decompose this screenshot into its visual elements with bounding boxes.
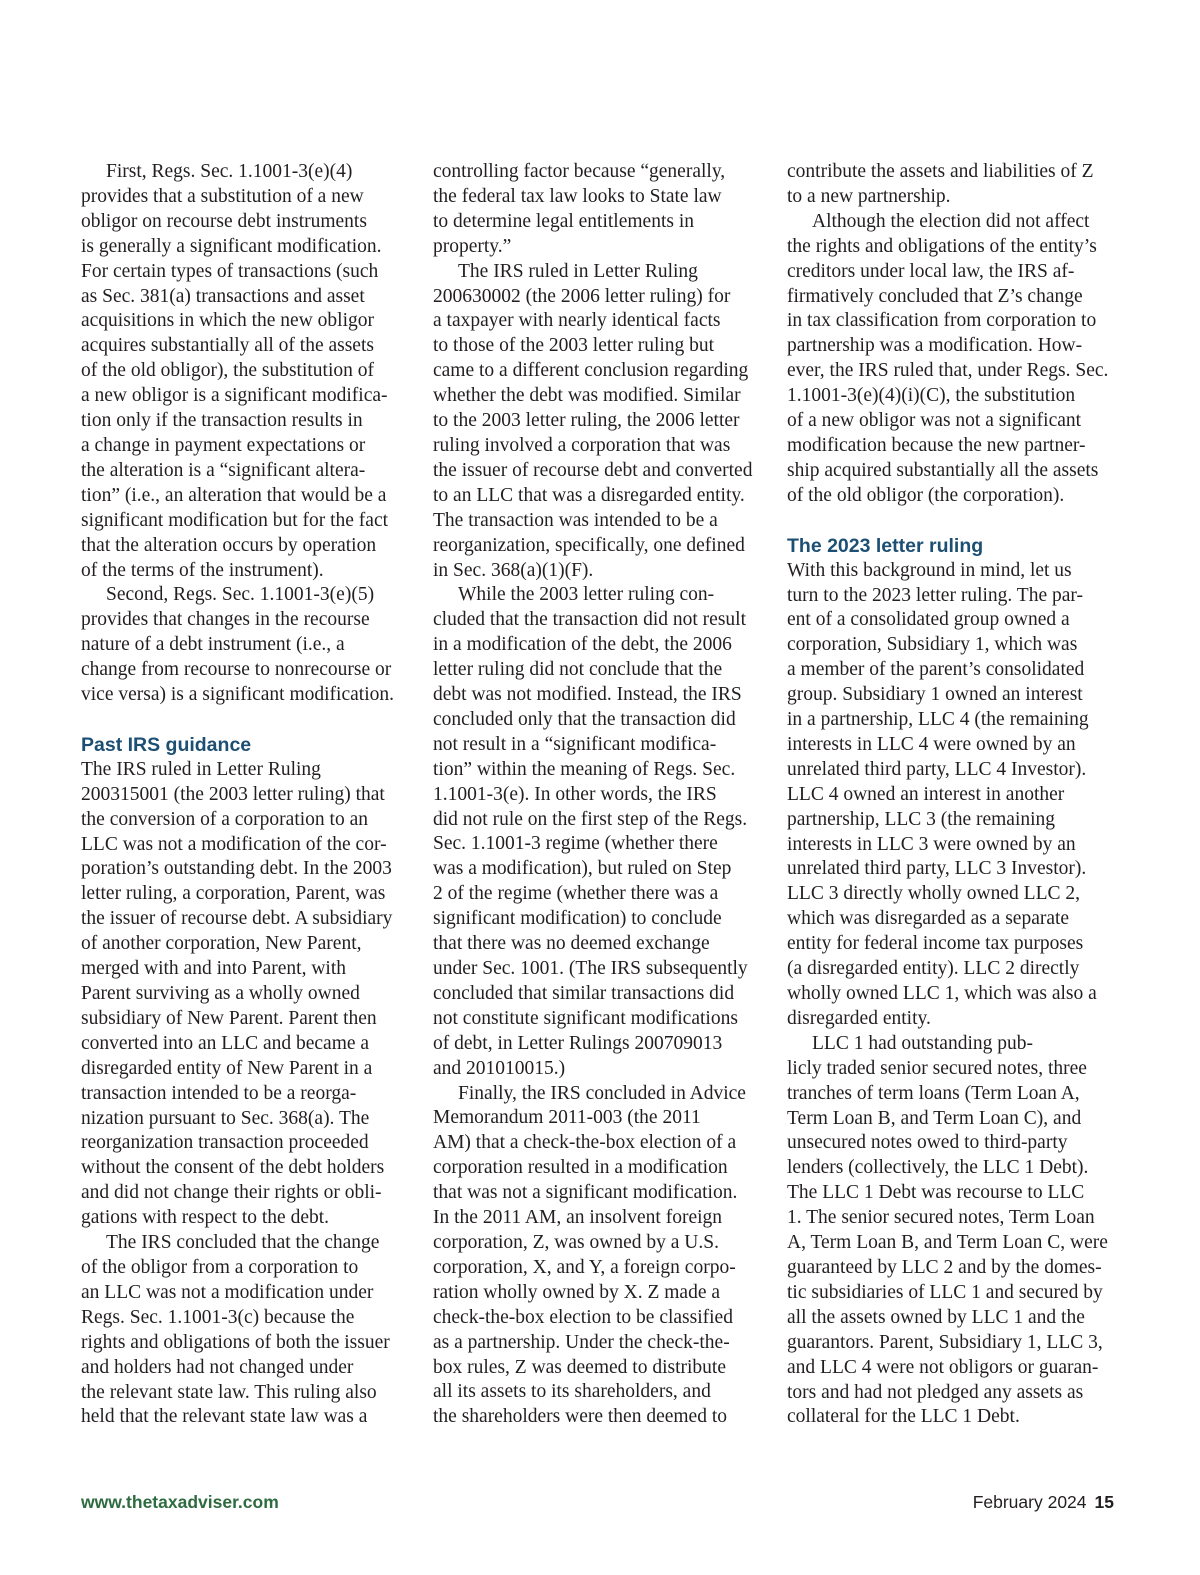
text-line: in a modification of the debt, the 2006 bbox=[433, 634, 732, 656]
paragraph bbox=[433, 1082, 763, 1431]
text-line: box rules, Z was deemed to distribute bbox=[433, 1356, 726, 1378]
text-line: to those of the 2003 letter ruling but bbox=[433, 335, 715, 357]
text-line: change from recourse to nonrecourse or bbox=[81, 659, 392, 681]
text-line: provides that changes in the recourse bbox=[81, 609, 370, 631]
text-line: acquires substantially all of the assets bbox=[81, 335, 374, 357]
section-heading: The 2023 letter ruling bbox=[787, 534, 984, 557]
footer-issue bbox=[973, 1492, 1114, 1513]
text-line: letter ruling did not conclude that the bbox=[433, 659, 723, 681]
text-line: While the 2003 letter ruling con- bbox=[458, 584, 715, 606]
text-line: obligor on recourse debt instruments bbox=[81, 210, 367, 232]
text-line: the issuer of recourse debt and converted bbox=[433, 459, 753, 481]
text-line: unsecured notes owed to third-party bbox=[787, 1132, 1068, 1154]
text-line: ruling involved a corporation that was bbox=[433, 434, 731, 456]
text-line: reorganization transaction proceeded bbox=[81, 1132, 369, 1154]
text-line: entity for federal income tax purposes bbox=[787, 933, 1084, 955]
text-line: gations with respect to the debt. bbox=[81, 1207, 330, 1229]
footer-date: February 2024 bbox=[972, 1492, 1087, 1512]
text-line: For certain types of transactions (such bbox=[81, 260, 379, 282]
text-line: in Sec. 368(a)(1)(F). bbox=[433, 559, 594, 581]
text-line: transaction intended to be a reorga- bbox=[81, 1082, 357, 1104]
text-line: and holders had not changed under bbox=[81, 1356, 354, 1378]
text-line: the shareholders were then deemed to bbox=[433, 1406, 728, 1428]
text-line: an LLC was not a modification under bbox=[81, 1281, 374, 1303]
text-line: ration wholly owned by X. Z made a bbox=[433, 1281, 721, 1303]
text-line: tion” (i.e., an alteration that would be a bbox=[81, 484, 387, 506]
text-line: ever, the IRS ruled that, under Regs. Sec. bbox=[787, 360, 1109, 382]
text-line: without the consent of the debt holders bbox=[81, 1157, 385, 1179]
text-line: The IRS concluded that the change bbox=[106, 1232, 380, 1254]
text-line: Parent surviving as a wholly owned bbox=[81, 983, 360, 1004]
text-line: modification because the new partner- bbox=[787, 434, 1086, 456]
footer-website-link[interactable]: www.thetaxadviser.com bbox=[81, 1492, 279, 1512]
text-line: cluded that the transaction did not result bbox=[433, 609, 746, 631]
text-line: a taxpayer with nearly identical facts bbox=[433, 310, 721, 332]
text-line: concluded only that the transaction did bbox=[433, 708, 736, 730]
text-line: all the assets owned by LLC 1 and the bbox=[787, 1306, 1085, 1328]
text-line: in tax classification from corporation to bbox=[787, 310, 1097, 332]
text-line: 2 of the regime (whether there was a bbox=[433, 883, 719, 905]
text-line: unrelated third party, LLC 4 Investor). bbox=[787, 758, 1087, 780]
text-line: Second, Regs. Sec. 1.1001-3(e)(5) bbox=[106, 584, 375, 606]
text-line: 1.1001-3(e)(4)(i)(C), the substitution bbox=[787, 385, 1076, 407]
text-line: is generally a significant modification. bbox=[81, 235, 382, 257]
paragraph bbox=[787, 210, 1117, 509]
text-line: rights and obligations of both the issuer bbox=[81, 1331, 390, 1353]
text-line: which was disregarded as a separate bbox=[787, 908, 1070, 930]
text-line: all its assets to its shareholders, and bbox=[433, 1381, 711, 1403]
text-line: 1.1001-3(e). In other words, the IRS bbox=[433, 783, 717, 805]
text-line: and did not change their rights or obli- bbox=[81, 1182, 382, 1204]
text-line: came to a different conclusion regarding bbox=[433, 360, 749, 382]
text-line: vice versa) is a significant modification. bbox=[81, 684, 394, 706]
text-line: that was not a significant modification. bbox=[433, 1182, 738, 1204]
paragraph bbox=[787, 559, 1117, 1032]
text-line: a member of the parent’s consolidated bbox=[787, 659, 1085, 681]
text-line: debt was not modified. Instead, the IRS bbox=[433, 684, 742, 706]
text-line: a change in payment expectations or bbox=[81, 434, 366, 456]
text-line: In the 2011 AM, an insolvent foreign bbox=[433, 1207, 723, 1229]
text-line: LLC was not a modification of the cor- bbox=[81, 833, 387, 855]
text-line: under Sec. 1001. (The IRS subsequently bbox=[433, 958, 748, 979]
text-line: 200630002 (the 2006 letter ruling) for bbox=[433, 285, 731, 307]
text-line: tors and had not pledged any assets as bbox=[787, 1381, 1084, 1403]
text-line: turn to the 2023 letter ruling. The par- bbox=[787, 584, 1084, 606]
text-line: letter ruling, a corporation, Parent, was bbox=[81, 883, 386, 905]
paragraph bbox=[81, 1231, 407, 1430]
text-line: the relevant state law. This ruling also bbox=[81, 1381, 377, 1403]
text-line: LLC 1 had outstanding pub- bbox=[812, 1032, 1033, 1054]
text-line: AM) that a check-the-box election of a bbox=[433, 1132, 737, 1154]
text-line: the issuer of recourse debt. A subsidiary bbox=[81, 908, 393, 930]
paragraph bbox=[433, 260, 763, 584]
text-line: the rights and obligations of the entity’s bbox=[787, 235, 1097, 257]
text-line: a new obligor is a significant modifica- bbox=[81, 385, 388, 407]
text-line: significant modification but for the fact bbox=[81, 509, 389, 531]
text-line: group. Subsidiary 1 owned an interest bbox=[787, 684, 1083, 706]
text-line: Memorandum 2011-003 (the 2011 bbox=[433, 1107, 701, 1129]
text-line: to the 2003 letter ruling, the 2006 letter bbox=[433, 410, 740, 432]
text-line: the federal tax law looks to State law bbox=[433, 185, 722, 207]
text-line: Although the election did not affect bbox=[812, 210, 1090, 232]
text-line: LLC 4 owned an interest in another bbox=[787, 783, 1065, 805]
paragraph bbox=[433, 160, 763, 260]
text-line: tranches of term loans (Term Loan A, bbox=[787, 1082, 1080, 1104]
text-line: poration’s outstanding debt. In the 2003 bbox=[81, 858, 392, 880]
text-line: The IRS ruled in Letter Ruling bbox=[81, 758, 321, 780]
text-line: guarantors. Parent, Subsidiary 1, LLC 3, bbox=[787, 1331, 1103, 1353]
paragraph bbox=[81, 160, 407, 583]
text-line: significant modification) to conclude bbox=[433, 908, 722, 930]
text-line: whether the debt was modified. Similar bbox=[433, 385, 741, 407]
text-line: lenders (collectively, the LLC 1 Debt). bbox=[787, 1157, 1089, 1179]
text-line: The IRS ruled in Letter Ruling bbox=[458, 260, 698, 282]
text-line: the alteration is a “significant altera- bbox=[81, 459, 366, 481]
text-line: and 201010015.) bbox=[433, 1057, 566, 1079]
text-line: Sec. 1.1001-3 regime (whether there bbox=[433, 833, 718, 855]
text-line: to a new partnership. bbox=[787, 185, 951, 207]
paragraph bbox=[787, 160, 1117, 210]
text-line: corporation, X, and Y, a foreign corpo- bbox=[433, 1256, 736, 1278]
text-line: unrelated third party, LLC 3 Investor). bbox=[787, 858, 1087, 880]
text-line: Regs. Sec. 1.1001-3(c) because the bbox=[81, 1306, 355, 1328]
section-heading: Past IRS guidance bbox=[81, 733, 252, 756]
text-line: not result in a “significant modifica- bbox=[433, 733, 717, 755]
text-line: provides that a substitution of a new bbox=[81, 185, 364, 207]
text-line: concluded that similar transactions did bbox=[433, 982, 735, 1004]
text-line: guaranteed by LLC 2 and by the domes- bbox=[787, 1256, 1102, 1278]
text-line: that there was no deemed exchange bbox=[433, 933, 710, 955]
paragraph bbox=[433, 583, 763, 1081]
text-line: nature of a debt instrument (i.e., a bbox=[81, 634, 345, 656]
text-line: of the obligor from a corporation to bbox=[81, 1256, 359, 1278]
text-line: 1. The senior secured notes, Term Loan bbox=[787, 1207, 1095, 1229]
text-line: of the terms of the instrument). bbox=[81, 559, 324, 581]
text-line: was a modification), but ruled on Step bbox=[433, 858, 732, 880]
page-number: 15 bbox=[1094, 1492, 1114, 1512]
text-line: check-the-box election to be classified bbox=[433, 1306, 733, 1328]
text-line: First, Regs. Sec. 1.1001-3(e)(4) bbox=[106, 161, 353, 182]
text-line: Finally, the IRS concluded in Advice bbox=[458, 1082, 746, 1104]
text-line: interests in LLC 3 were owned by an bbox=[787, 833, 1076, 855]
section-spacer bbox=[81, 708, 407, 733]
section-spacer bbox=[787, 509, 1117, 534]
text-line: reorganization, specifically, one defined bbox=[433, 534, 745, 556]
text-line: interests in LLC 4 were owned by an bbox=[787, 733, 1076, 755]
column-1 bbox=[81, 160, 407, 1430]
text-line: of debt, in Letter Rulings 200709013 bbox=[433, 1032, 723, 1054]
text-line: to an LLC that was a disregarded entity. bbox=[433, 484, 745, 506]
text-line: collateral for the LLC 1 Debt. bbox=[787, 1406, 1020, 1428]
paragraph bbox=[81, 758, 407, 1231]
text-line: firmatively concluded that Z’s change bbox=[787, 285, 1083, 307]
text-line: (a disregarded entity). LLC 2 directly bbox=[787, 958, 1080, 980]
column-3 bbox=[787, 160, 1117, 1430]
text-line: acquisitions in which the new obligor bbox=[81, 310, 374, 332]
text-line: as a partnership. Under the check-the- bbox=[433, 1331, 730, 1353]
text-line: partnership, LLC 3 (the remaining bbox=[787, 808, 1056, 830]
text-line: to determine legal entitlements in bbox=[433, 210, 695, 232]
text-line: A, Term Loan B, and Term Loan C, were bbox=[787, 1232, 1108, 1254]
text-line: ent of a consolidated group owned a bbox=[787, 609, 1070, 631]
text-line: disregarded entity of New Parent in a bbox=[81, 1057, 373, 1079]
text-line: tion” within the meaning of Regs. Sec. bbox=[433, 758, 736, 780]
text-line: LLC 3 directly wholly owned LLC 2, bbox=[787, 883, 1080, 905]
text-line: licly traded senior secured notes, three bbox=[787, 1057, 1087, 1079]
text-line: The transaction was intended to be a bbox=[433, 509, 718, 531]
text-line: of a new obligor was not a significant bbox=[787, 410, 1082, 432]
text-line: in a partnership, LLC 4 (the remaining bbox=[787, 709, 1089, 731]
text-line: as Sec. 381(a) transactions and asset bbox=[81, 285, 365, 307]
text-line: nization pursuant to Sec. 368(a). The bbox=[81, 1107, 370, 1129]
text-line: controlling factor because “generally, bbox=[433, 161, 726, 182]
text-line: property.” bbox=[433, 235, 512, 257]
text-line: that the alteration occurs by operation bbox=[81, 534, 377, 556]
text-line: contribute the assets and liabilities of Z bbox=[787, 161, 1094, 182]
text-line: ship acquired substantially all the assets bbox=[787, 459, 1099, 481]
column-2 bbox=[433, 160, 763, 1430]
text-line: not constitute significant modifications bbox=[433, 1007, 738, 1029]
text-line: corporation resulted in a modification bbox=[433, 1157, 728, 1179]
text-line: merged with and into Parent, with bbox=[81, 958, 347, 980]
text-line: and LLC 4 were not obligors or guaran- bbox=[787, 1356, 1099, 1378]
text-line: 200315001 (the 2003 letter ruling) that bbox=[81, 783, 385, 805]
text-line: subsidiary of New Parent. Parent then bbox=[81, 1007, 377, 1029]
text-line: corporation, Z, was owned by a U.S. bbox=[433, 1231, 719, 1253]
text-line: disregarded entity. bbox=[787, 1007, 931, 1029]
text-line: held that the relevant state law was a bbox=[81, 1406, 368, 1428]
text-line: of the old obligor (the corporation). bbox=[787, 484, 1065, 506]
text-line: wholly owned LLC 1, which was also a bbox=[787, 983, 1097, 1004]
text-line: Term Loan B, and Term Loan C), and bbox=[787, 1107, 1082, 1129]
text-line: did not rule on the first step of the Regs. bbox=[433, 808, 748, 830]
text-line: With this background in mind, let us bbox=[787, 559, 1072, 581]
text-line: the conversion of a corporation to an bbox=[81, 808, 368, 830]
text-line: tion only if the transaction results in bbox=[81, 410, 363, 432]
text-line: corporation, Subsidiary 1, which was bbox=[787, 634, 1078, 656]
paragraph bbox=[81, 583, 407, 708]
text-line: tic subsidiaries of LLC 1 and secured by bbox=[787, 1281, 1103, 1303]
paragraph bbox=[787, 1032, 1117, 1431]
text-line: creditors under local law, the IRS af- bbox=[787, 260, 1075, 282]
text-line: converted into an LLC and became a bbox=[81, 1032, 370, 1054]
text-line: of the old obligor), the substitution of bbox=[81, 360, 375, 382]
text-line: The LLC 1 Debt was recourse to LLC bbox=[787, 1182, 1085, 1204]
text-line: partnership was a modification. How- bbox=[787, 335, 1083, 357]
text-line: of another corporation, New Parent, bbox=[81, 933, 362, 955]
